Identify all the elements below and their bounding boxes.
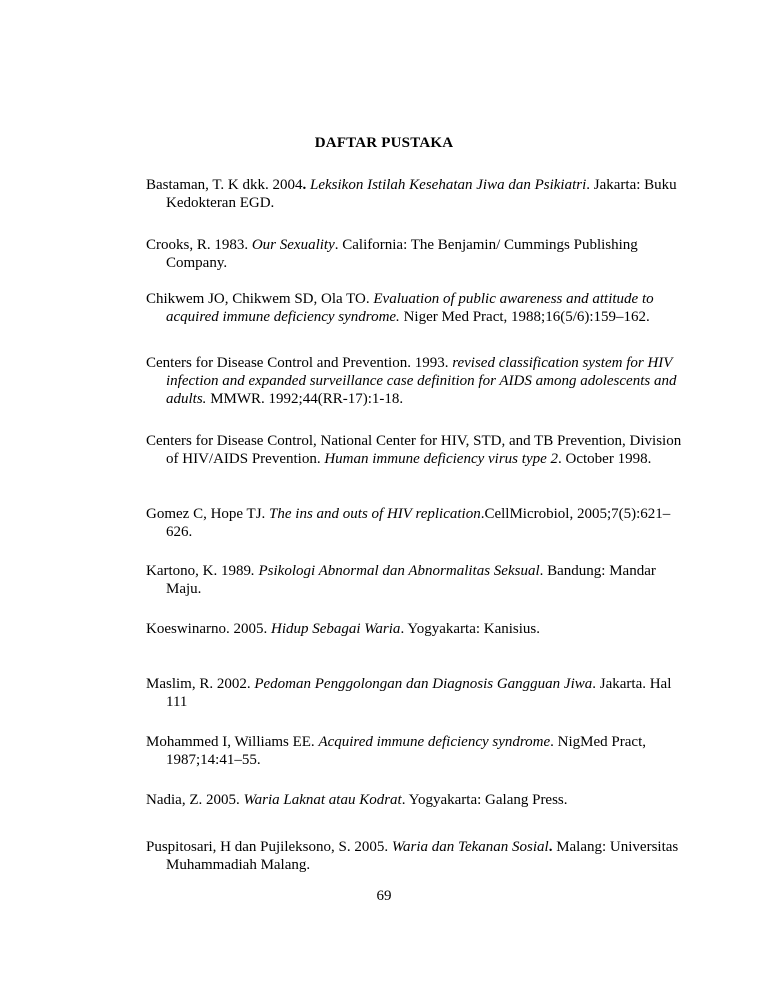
reference-text: .	[548, 839, 553, 855]
reference-title: Our Sexuality	[251, 237, 335, 253]
reference-text: Centers for Disease Control and Prevention. 1993.	[146, 355, 453, 371]
reference-entry	[146, 620, 686, 638]
reference-text: . Jakarta. Hal 111	[166, 676, 672, 710]
reference-text: . Yogyakarta: Kanisius.	[400, 621, 541, 637]
page-number: 69	[376, 888, 392, 904]
page-heading: DAFTAR PUSTAKA	[314, 135, 454, 151]
reference-text: . October 1998.	[558, 451, 652, 467]
reference-title: .	[251, 563, 255, 579]
reference-text: MMWR. 1992;44(RR-17):1-18.	[206, 391, 404, 407]
reference-title: Waria Laknat atau Kodrat	[243, 792, 402, 808]
reference-entry	[146, 432, 686, 468]
reference-entry	[146, 505, 686, 541]
reference-text: Malang: Universitas Muhammadiah Malang.	[166, 839, 679, 873]
reference-title: Pedoman Penggolongan dan Diagnosis Gangguan Jiwa	[254, 676, 593, 692]
reference-text: Niger Med Pract, 1988;16(5/6):159–162.	[399, 309, 650, 325]
reference-text: .CellMicrobiol, 2005;7(5):621–626.	[166, 506, 671, 540]
reference-text: . California: The Benjamin/ Cummings Publishing Company.	[166, 237, 638, 271]
reference-text: Maslim, R. 2002.	[146, 676, 255, 692]
reference-entry	[146, 838, 686, 874]
reference-text: .	[302, 177, 307, 193]
reference-entry	[146, 733, 686, 769]
reference-title: Psikologi Abnormal dan Abnormalitas Seksual	[258, 563, 540, 579]
reference-text: Nadia, Z. 2005.	[146, 792, 244, 808]
reference-text: Mohammed I, Williams EE.	[146, 734, 319, 750]
reference-entry	[146, 354, 686, 408]
reference-entry	[146, 290, 686, 326]
reference-text: Koeswinarno. 2005.	[146, 621, 271, 637]
reference-entry	[146, 562, 686, 598]
reference-text: Kartono, K. 1989	[146, 563, 251, 579]
reference-entry	[146, 236, 686, 272]
reference-title: revised classification system for HIV infection and expanded surveillance case definition for AIDS among adolescents and adults.	[166, 355, 677, 407]
reference-text: Chikwem JO, Chikwem SD, Ola TO.	[146, 291, 374, 307]
reference-text: Puspitosari, H dan Pujileksono, S. 2005.	[146, 839, 392, 855]
reference-entry	[146, 675, 686, 711]
reference-text: . Jakarta: Buku Kedokteran EGD.	[166, 177, 677, 211]
reference-text: . Bandung: Mandar Maju.	[166, 563, 656, 597]
reference-title: Waria dan Tekanan Sosial	[391, 839, 549, 855]
reference-title: Leksikon Istilah Kesehatan Jiwa dan Psikiatri	[310, 177, 587, 193]
reference-title: Hidup Sebagai Waria	[270, 621, 401, 637]
reference-text: Crooks, R. 1983.	[146, 237, 252, 253]
reference-title: Human immune deficiency virus type 2	[324, 451, 559, 467]
reference-entry	[146, 176, 686, 212]
reference-title: Acquired immune deficiency syndrome	[318, 734, 551, 750]
reference-title: The ins and outs of HIV replication	[269, 506, 481, 522]
reference-text: . Yogyakarta: Galang Press.	[401, 792, 568, 808]
reference-entry	[146, 791, 686, 809]
reference-text: Centers for Disease Control, National Center for HIV, STD, and TB Prevention, Division of HIV/AIDS Prevention.	[146, 433, 682, 467]
reference-text: Gomez C, Hope TJ.	[146, 506, 270, 522]
reference-text: Bastaman, T. K dkk. 2004	[146, 177, 303, 193]
reference-text: . NigMed Pract, 1987;14:41–55.	[166, 734, 646, 768]
reference-title: Evaluation of public awareness and attitude to acquired immune deficiency syndrome.	[166, 291, 654, 325]
